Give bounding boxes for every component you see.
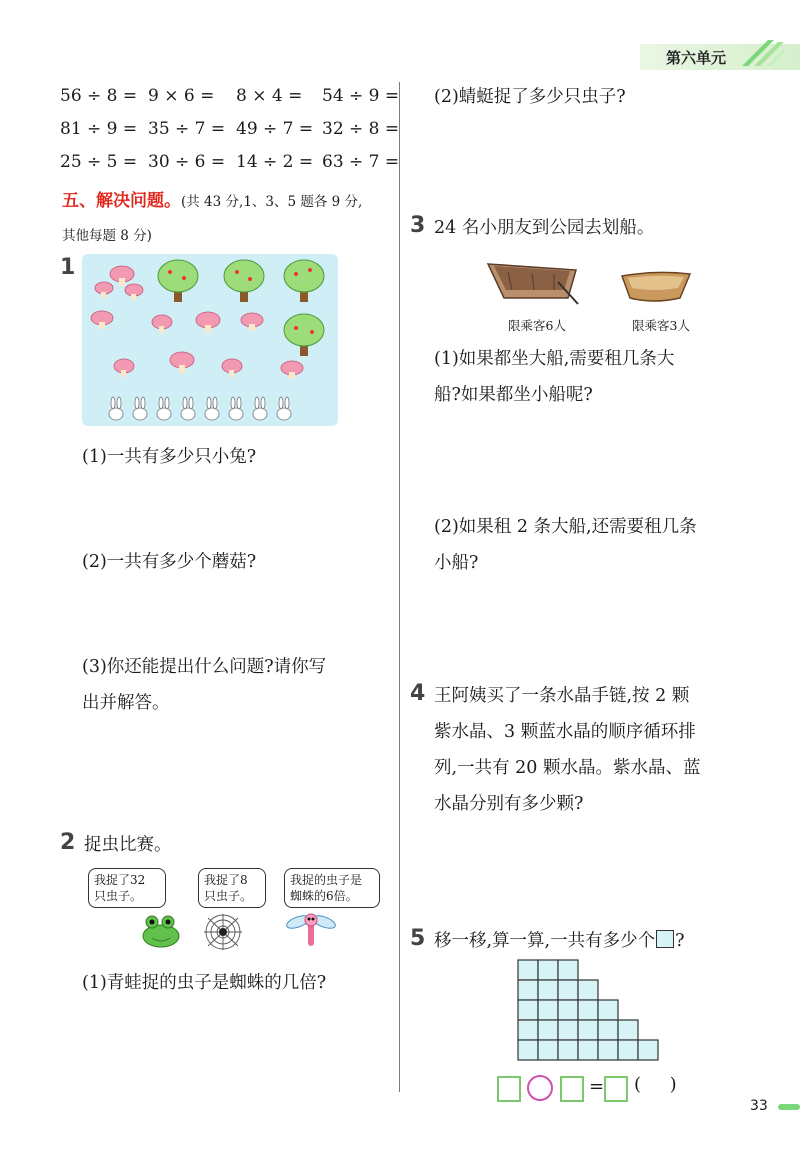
grid-square [558, 1020, 578, 1040]
grid-square [538, 1000, 558, 1020]
q5-title-question-mark: ? [675, 931, 685, 951]
grid-square [578, 1040, 598, 1060]
section-title: 五、解决问题。 [62, 191, 181, 211]
grid-square [518, 1040, 538, 1060]
q1-sub3-line1: (3)你还能提出什么问题?请你写 [82, 657, 327, 677]
operator-circle[interactable] [527, 1075, 553, 1101]
bubble-text: 只虫子。 [204, 889, 253, 903]
section-score-note: (共 43 分,1、3、5 题各 9 分, [181, 194, 363, 210]
grid-square [618, 1040, 638, 1060]
frog-icon [138, 908, 184, 950]
grid-square [598, 1020, 618, 1040]
spider-web-icon [202, 912, 244, 952]
q4-line3: 列,一共有 20 颗水晶。紫水晶、蓝 [434, 758, 701, 778]
rabbit-icon [157, 397, 171, 420]
grid-square [558, 980, 578, 1000]
grid-square [558, 1000, 578, 1020]
grid-square [518, 1000, 538, 1020]
calc-item: 81 ÷ 9 = [60, 119, 138, 139]
rabbit-icon [205, 397, 219, 420]
frog-speech-bubble [88, 868, 166, 908]
answer-parentheses[interactable]: ( ) [634, 1074, 677, 1095]
q3-sub1-line2: 船?如果都坐小船呢? [434, 385, 593, 405]
grid-square [558, 960, 578, 980]
stripes-decoration-icon [738, 36, 786, 68]
q5-title [434, 924, 685, 958]
question-1-number: 1 [60, 255, 76, 280]
answer-box[interactable] [560, 1076, 584, 1102]
grid-square [538, 980, 558, 1000]
q2-title: 捉虫比赛。 [84, 835, 172, 855]
unit-label: 第六单元 [666, 49, 727, 67]
page-number: 33 [750, 1098, 768, 1114]
staircase-square-grid [517, 959, 659, 1061]
q1-scene-illustration [82, 254, 338, 426]
dragonfly-speech-bubble [284, 868, 380, 908]
bubble-text: 我捉了8 [204, 873, 248, 887]
calc-item: 35 ÷ 7 = [148, 119, 226, 139]
calc-item: 54 ÷ 9 = [322, 86, 400, 106]
answer-box[interactable] [604, 1076, 628, 1102]
tree-icon [224, 260, 264, 302]
q3-sub2-line1: (2)如果租 2 条大船,还需要租几条 [434, 517, 697, 537]
answer-box[interactable] [497, 1076, 521, 1102]
grid-square [558, 1040, 578, 1060]
calc-item: 8 × 4 = [236, 86, 303, 106]
calc-item: 9 × 6 = [148, 86, 215, 106]
grid-square [578, 980, 598, 1000]
calc-item: 63 ÷ 7 = [322, 152, 400, 172]
big-boat-label: 限乘客6人 [508, 318, 566, 333]
q3-sub2-line2: 小船? [434, 553, 479, 573]
rabbit-icon [133, 397, 147, 420]
q2-sub1: (1)青蛙捉的虫子是蜘蛛的几倍? [82, 973, 327, 993]
calc-item: 14 ÷ 2 = [236, 152, 314, 172]
q2-sub2: (2)蜻蜓捉了多少只虫子? [434, 87, 626, 107]
grid-square [518, 960, 538, 980]
square-icon [656, 930, 674, 948]
calc-item: 56 ÷ 8 = [60, 86, 138, 106]
bubble-text: 我捉的虫子是 [290, 873, 363, 887]
calc-item: 30 ÷ 6 = [148, 152, 226, 172]
bubble-text: 蜘蛛的6倍。 [290, 889, 358, 903]
q1-sub3-line2: 出并解答。 [82, 693, 170, 713]
calc-item: 25 ÷ 5 = [60, 152, 138, 172]
calc-item: 32 ÷ 8 = [322, 119, 400, 139]
tree-icon [284, 314, 324, 356]
rabbit-icon [277, 397, 291, 420]
small-boat-icon [620, 268, 692, 306]
q4-line1: 王阿姨买了一条水晶手链,按 2 颗 [434, 686, 690, 706]
q3-title: 24 名小朋友到公园去划船。 [434, 218, 655, 238]
tree-icon [158, 260, 198, 302]
small-boat-label: 限乘客3人 [632, 318, 690, 333]
grid-square [618, 1020, 638, 1040]
rabbit-icon [253, 397, 267, 420]
big-boat-icon [484, 250, 584, 308]
calc-item: 49 ÷ 7 = [236, 119, 314, 139]
rabbit-icon [109, 397, 123, 420]
rabbit-icon [181, 397, 195, 420]
grid-square [518, 1020, 538, 1040]
page-bar-decoration [778, 1104, 800, 1110]
q4-line4: 水晶分别有多少颗? [434, 794, 584, 814]
q4-line2: 紫水晶、3 颗蓝水晶的顺序循环排 [434, 722, 696, 742]
grid-square [578, 1000, 598, 1020]
question-5-number: 5 [410, 926, 426, 951]
equals-sign: = [589, 1076, 605, 1097]
grid-square [518, 980, 538, 1000]
column-divider [399, 82, 400, 1092]
dragonfly-icon [284, 908, 338, 950]
grid-square [638, 1040, 658, 1060]
q3-sub1-line1: (1)如果都坐大船,需要租几条大 [434, 349, 675, 369]
q1-sub1: (1)一共有多少只小兔? [82, 447, 257, 467]
section-heading [62, 186, 362, 211]
grid-square [538, 1020, 558, 1040]
bubble-text: 只虫子。 [94, 889, 143, 903]
q5-title-text: 移一移,算一算,一共有多少个 [434, 931, 656, 951]
mushrooms-trees-rabbits-image [82, 254, 338, 426]
question-2-number: 2 [60, 830, 76, 855]
question-3-number: 3 [410, 213, 426, 238]
rabbit-icon [229, 397, 243, 420]
section-score-note-2: 其他每题 8 分) [62, 228, 152, 244]
question-4-number: 4 [410, 681, 426, 706]
spider-speech-bubble [198, 868, 266, 908]
grid-square [598, 1040, 618, 1060]
grid-square [538, 1040, 558, 1060]
grid-square [578, 1020, 598, 1040]
grid-square [538, 960, 558, 980]
q1-sub2: (2)一共有多少个蘑菇? [82, 552, 257, 572]
grid-square [598, 1000, 618, 1020]
bubble-text: 我捉了32 [94, 873, 146, 887]
tree-icon [284, 260, 324, 302]
